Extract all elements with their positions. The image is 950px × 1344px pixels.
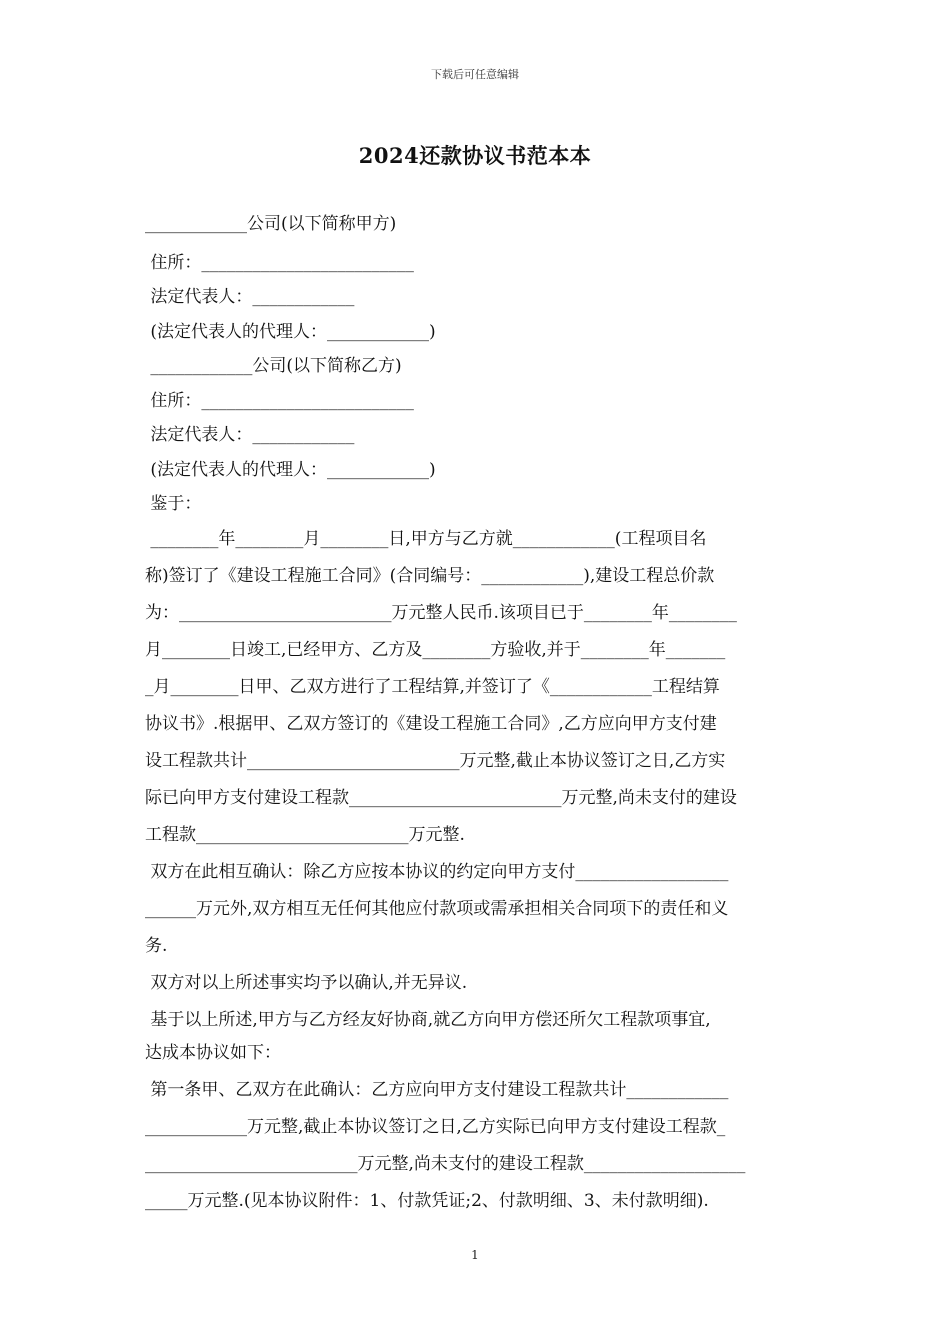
body-line: ______万元外,双方相互无任何其他应付款项或需承担相关合同项下的责任和义 [145,899,729,919]
body-line: (法定代表人的代理人：____________) [145,460,436,480]
body-line: 鉴于： [145,494,202,514]
body-line: 为：_________________________万元整人民币.该项目已于________年________ [145,603,737,623]
body-line: _____万元整.(见本协议附件：1、付款凭证;2、付款明细、3、未付款明细). [145,1191,709,1211]
body-line: 际已向甲方支付建设工程款_________________________万元整,尚未支付的建设 [145,788,737,808]
body-line: 月________日竣工,已经甲方、乙方及________方验收,并于________年_______ [145,640,726,660]
body-line: 第一条甲、乙双方在此确认：乙方应向甲方支付建设工程款共计____________ [145,1080,729,1100]
body-line: ____________公司(以下简称乙方) [145,356,402,376]
body-line: 工程款_________________________万元整. [145,825,465,845]
body-line: ____________公司(以下简称甲方) [145,214,397,234]
body-line: 称)签订了《建设工程施工合同》(合同编号：____________),建设工程总价款 [145,566,715,586]
body-line: 设工程款共计_________________________万元整,截止本协议签订之日,乙方实 [145,751,726,771]
body-line: 协议书》.根据甲、乙双方签订的《建设工程施工合同》,乙方应向甲方支付建 [145,714,717,734]
document-title: 2024还款协议书范本本 [358,143,592,168]
body-line: _________________________万元整,尚未支付的建设工程款___________________ [145,1154,746,1174]
body-line: 务. [145,936,168,956]
body-line: ____________万元整,截止本协议签订之日,乙方实际已向甲方支付建设工程款_ [145,1117,726,1137]
body-line: 达成本协议如下： [145,1043,281,1063]
body-line: 基于以上所述,甲方与乙方经友好协商,就乙方向甲方偿还所欠工程款项事宜, [145,1010,711,1030]
body-line: 住所：_________________________ [145,391,414,411]
page-number: 1 [471,1248,479,1262]
body-line: 法定代表人：____________ [145,287,355,307]
body-line: ________年________月________日,甲方与乙方就____________(工程项目名 [145,529,707,549]
body-line: 双方对以上所述事实均予以确认,并无异议. [145,973,468,993]
body-line: (法定代表人的代理人：____________) [145,322,436,342]
header-note: 下载后可任意编辑 [431,68,519,81]
body-line: 住所：_________________________ [145,253,414,273]
body-line: 双方在此相互确认：除乙方应按本协议的约定向甲方支付__________________ [145,862,729,882]
body-line: 法定代表人：____________ [145,425,355,445]
body-line: _月________日甲、乙双方进行了工程结算,并签订了《____________工程结算 [145,677,720,697]
